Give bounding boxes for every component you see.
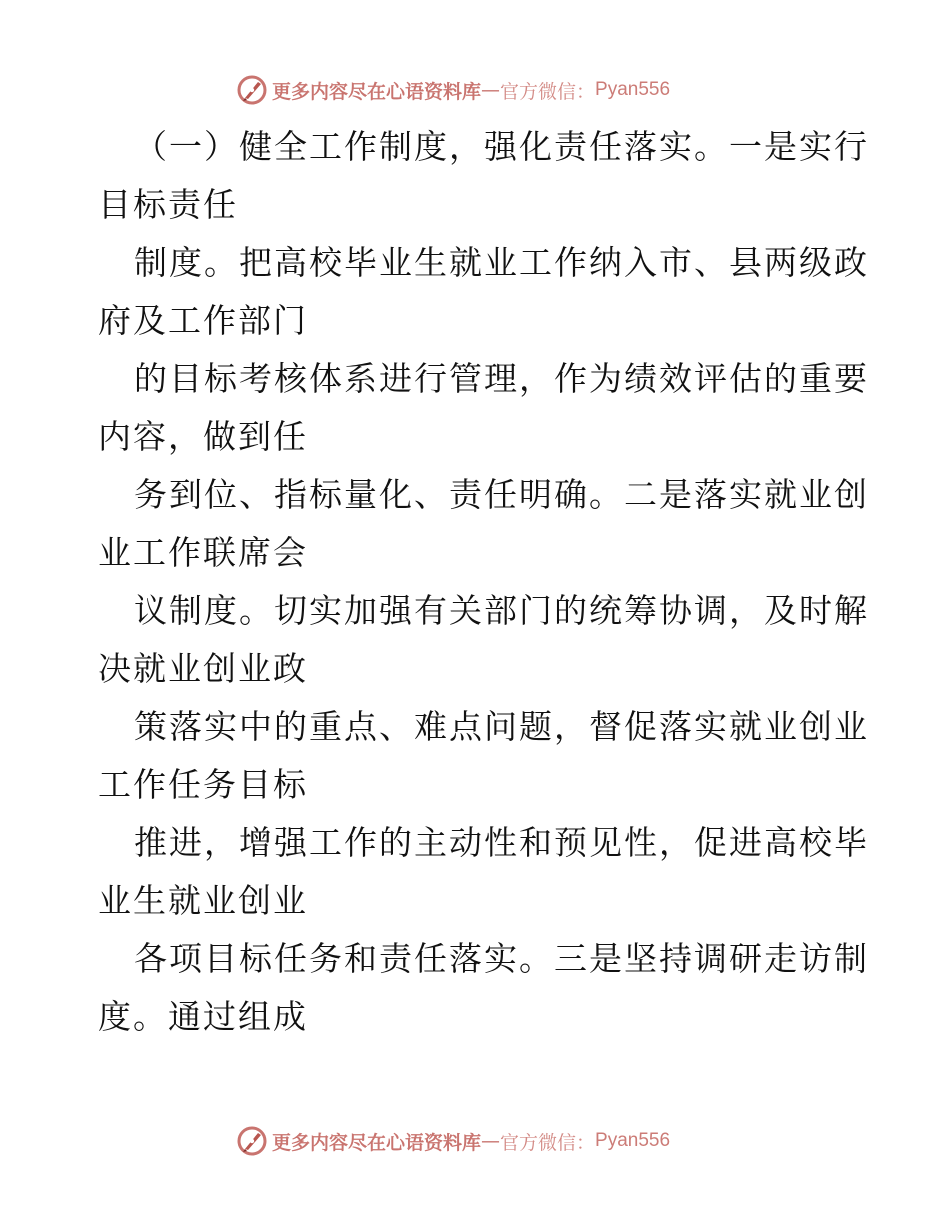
text-line: 业工作联席会 [98, 533, 308, 572]
paragraph [98, 118, 869, 234]
text-line: 决就业创业政 [98, 649, 308, 688]
text-line: （一）健全工作制度，强化责任落实。一是实行 [134, 127, 869, 166]
banner-official-label: 官方微信： [500, 1131, 596, 1154]
banner-title: 更多内容尽在心语资料库 [272, 80, 482, 103]
text-line: 策落实中的重点、难点问题，督促落实就业创业 [134, 707, 869, 746]
paragraph [98, 234, 869, 350]
banner-separator: — [481, 1130, 501, 1152]
footer-banner [236, 1124, 670, 1158]
document-body [98, 118, 869, 1046]
quill-pen-logo-icon [236, 1125, 268, 1157]
banner-official-label: 官方微信： [500, 80, 596, 103]
text-line: 的目标考核体系进行管理，作为绩效评估的重要 [134, 359, 869, 398]
text-line: 度。通过组成 [98, 997, 308, 1036]
banner-wechat-id: Pyan556 [595, 1130, 671, 1151]
header-banner [236, 73, 670, 107]
paragraph [98, 350, 869, 466]
text-line: 府及工作部门 [98, 301, 308, 340]
text-line: 制度。把高校毕业生就业工作纳入市、县两级政 [134, 243, 869, 282]
paragraph [98, 582, 869, 698]
paragraph [98, 814, 869, 930]
quill-pen-logo-icon [236, 74, 268, 106]
text-line: 内容，做到任 [98, 417, 308, 456]
text-line: 务到位、指标量化、责任明确。二是落实就业创 [134, 475, 869, 514]
banner-title: 更多内容尽在心语资料库 [272, 1131, 482, 1154]
text-line: 议制度。切实加强有关部门的统筹协调，及时解 [134, 591, 869, 630]
banner-separator: — [481, 79, 501, 101]
paragraph [98, 466, 869, 582]
text-line: 目标责任 [98, 185, 238, 224]
text-line: 各项目标任务和责任落实。三是坚持调研走访制 [134, 939, 869, 978]
paragraph [98, 698, 869, 814]
text-line: 推进，增强工作的主动性和预见性，促进高校毕 [134, 823, 869, 862]
text-line: 工作任务目标 [98, 765, 308, 804]
paragraph [98, 930, 869, 1046]
banner-wechat-id: Pyan556 [595, 79, 671, 100]
text-line: 业生就业创业 [98, 881, 308, 920]
